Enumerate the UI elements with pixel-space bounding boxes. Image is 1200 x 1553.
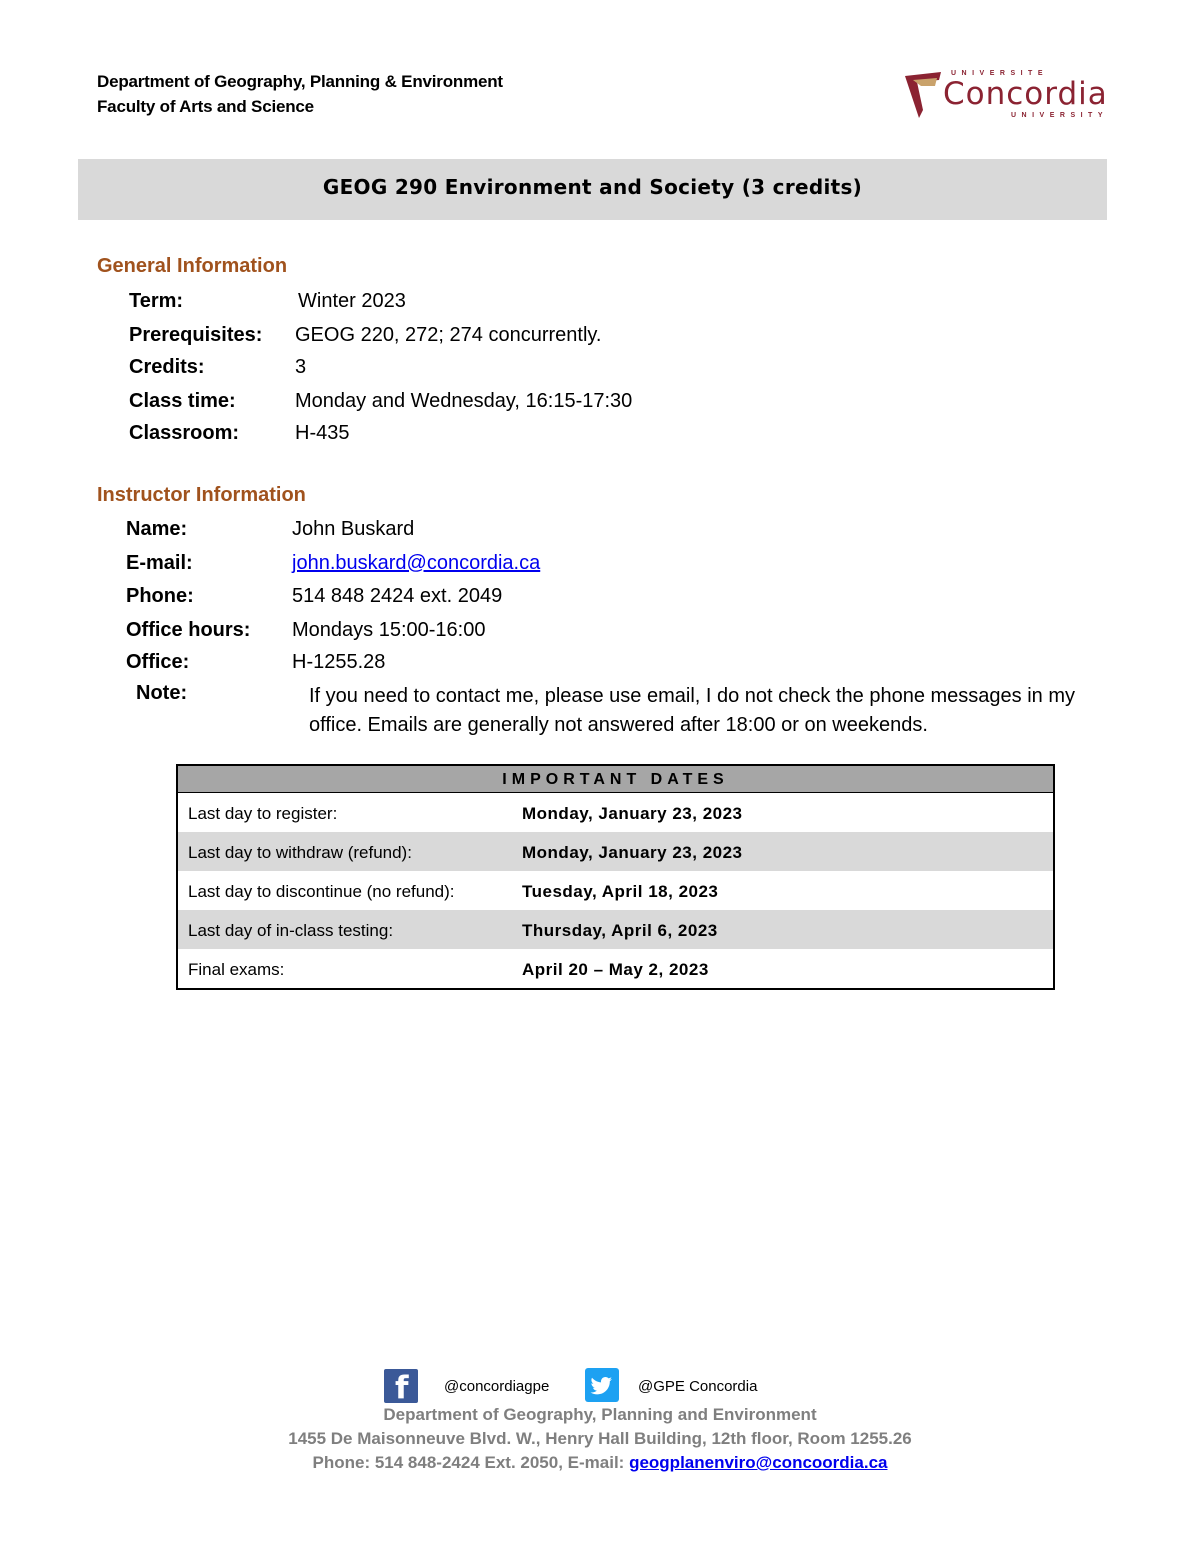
classroom-label: Classroom: <box>129 422 240 444</box>
prerequisites-value: GEOG 220, 272; 274 concurrently. <box>295 324 602 346</box>
date-row-label: Last day to withdraw (refund): <box>188 843 412 862</box>
facebook-handle[interactable]: @concordiagpe <box>444 1378 550 1395</box>
footer-phone: Phone: 514 848-2424 Ext. 2050, E-mail: <box>312 1453 630 1472</box>
footer-address: 1455 De Maisonneuve Blvd. W., Henry Hall Building, 12th floor, Room 1255.26 <box>288 1429 912 1448</box>
faculty-name: Faculty of Arts and Science <box>97 97 314 116</box>
table-row <box>178 949 1053 988</box>
class-time-label: Class time: <box>129 390 236 412</box>
general-info-heading: General Information <box>97 255 288 277</box>
instructor-info-heading: Instructor Information <box>97 484 306 506</box>
important-dates-table <box>176 764 1055 990</box>
date-row-value: April 20 – May 2, 2023 <box>522 960 709 979</box>
logo-name: Concordia <box>943 76 1108 112</box>
table-row <box>178 910 1053 949</box>
date-row-value: Thursday, April 6, 2023 <box>522 921 718 940</box>
concordia-shield-icon <box>903 70 943 120</box>
term-label: Term: <box>129 290 184 312</box>
office-hours-value: Mondays 15:00-16:00 <box>292 619 486 641</box>
important-dates-heading: IMPORTANT DATES <box>178 766 1053 793</box>
prerequisites-label: Prerequisites: <box>129 324 263 346</box>
footer-department: Department of Geography, Planning and Environment <box>383 1405 817 1424</box>
date-row-label: Final exams: <box>188 960 285 979</box>
twitter-handle[interactable]: @GPE Concordia <box>638 1378 758 1395</box>
office-value: H-1255.28 <box>292 651 386 673</box>
date-row-label: Last day of in-class testing: <box>188 921 394 940</box>
email-label: E-mail: <box>126 552 193 574</box>
date-row-value: Tuesday, April 18, 2023 <box>522 882 719 901</box>
phone-label: Phone: <box>126 585 194 607</box>
office-hours-label: Office hours: <box>126 619 251 641</box>
department-name: Department of Geography, Planning & Environment <box>97 72 503 91</box>
credits-label: Credits: <box>129 356 205 378</box>
logo-bottom-text: UNIVERSITY <box>1011 112 1109 119</box>
table-row <box>178 793 1053 832</box>
note-label: Note: <box>136 682 188 704</box>
instructor-email-link[interactable]: john.buskard@concordia.ca <box>292 552 541 574</box>
date-row-value: Monday, January 23, 2023 <box>522 804 743 823</box>
footer-email-link[interactable]: geogplanenviro@concoordia.ca <box>629 1453 888 1472</box>
instructor-name: John Buskard <box>292 518 415 540</box>
date-row-label: Last day to register: <box>188 804 338 823</box>
twitter-icon[interactable] <box>585 1368 619 1402</box>
office-label: Office: <box>126 651 190 673</box>
concordia-logo <box>903 68 1118 124</box>
date-row-value: Monday, January 23, 2023 <box>522 843 743 862</box>
note-text: If you need to contact me, please use email, I do not check the phone messages in my office. Emails are generally not answered after 18:00 or on weekends. <box>309 685 1075 736</box>
table-row <box>178 832 1053 871</box>
logo-top-text: UNIVERSITE <box>951 70 1049 77</box>
course-title: GEOG 290 Environment and Society (3 credits) <box>322 175 863 199</box>
table-row <box>178 871 1053 910</box>
course-title-band <box>78 159 1107 220</box>
facebook-icon[interactable]: f <box>384 1369 418 1403</box>
date-row-label: Last day to discontinue (no refund): <box>188 882 455 901</box>
term-value: Winter 2023 <box>298 290 406 312</box>
name-label: Name: <box>126 518 188 540</box>
instructor-phone: 514 848 2424 ext. 2049 <box>292 585 503 607</box>
class-time-value: Monday and Wednesday, 16:15-17:30 <box>295 390 633 412</box>
footer-contact <box>0 1453 1200 1473</box>
credits-value: 3 <box>295 356 307 378</box>
classroom-value: H-435 <box>295 422 350 444</box>
